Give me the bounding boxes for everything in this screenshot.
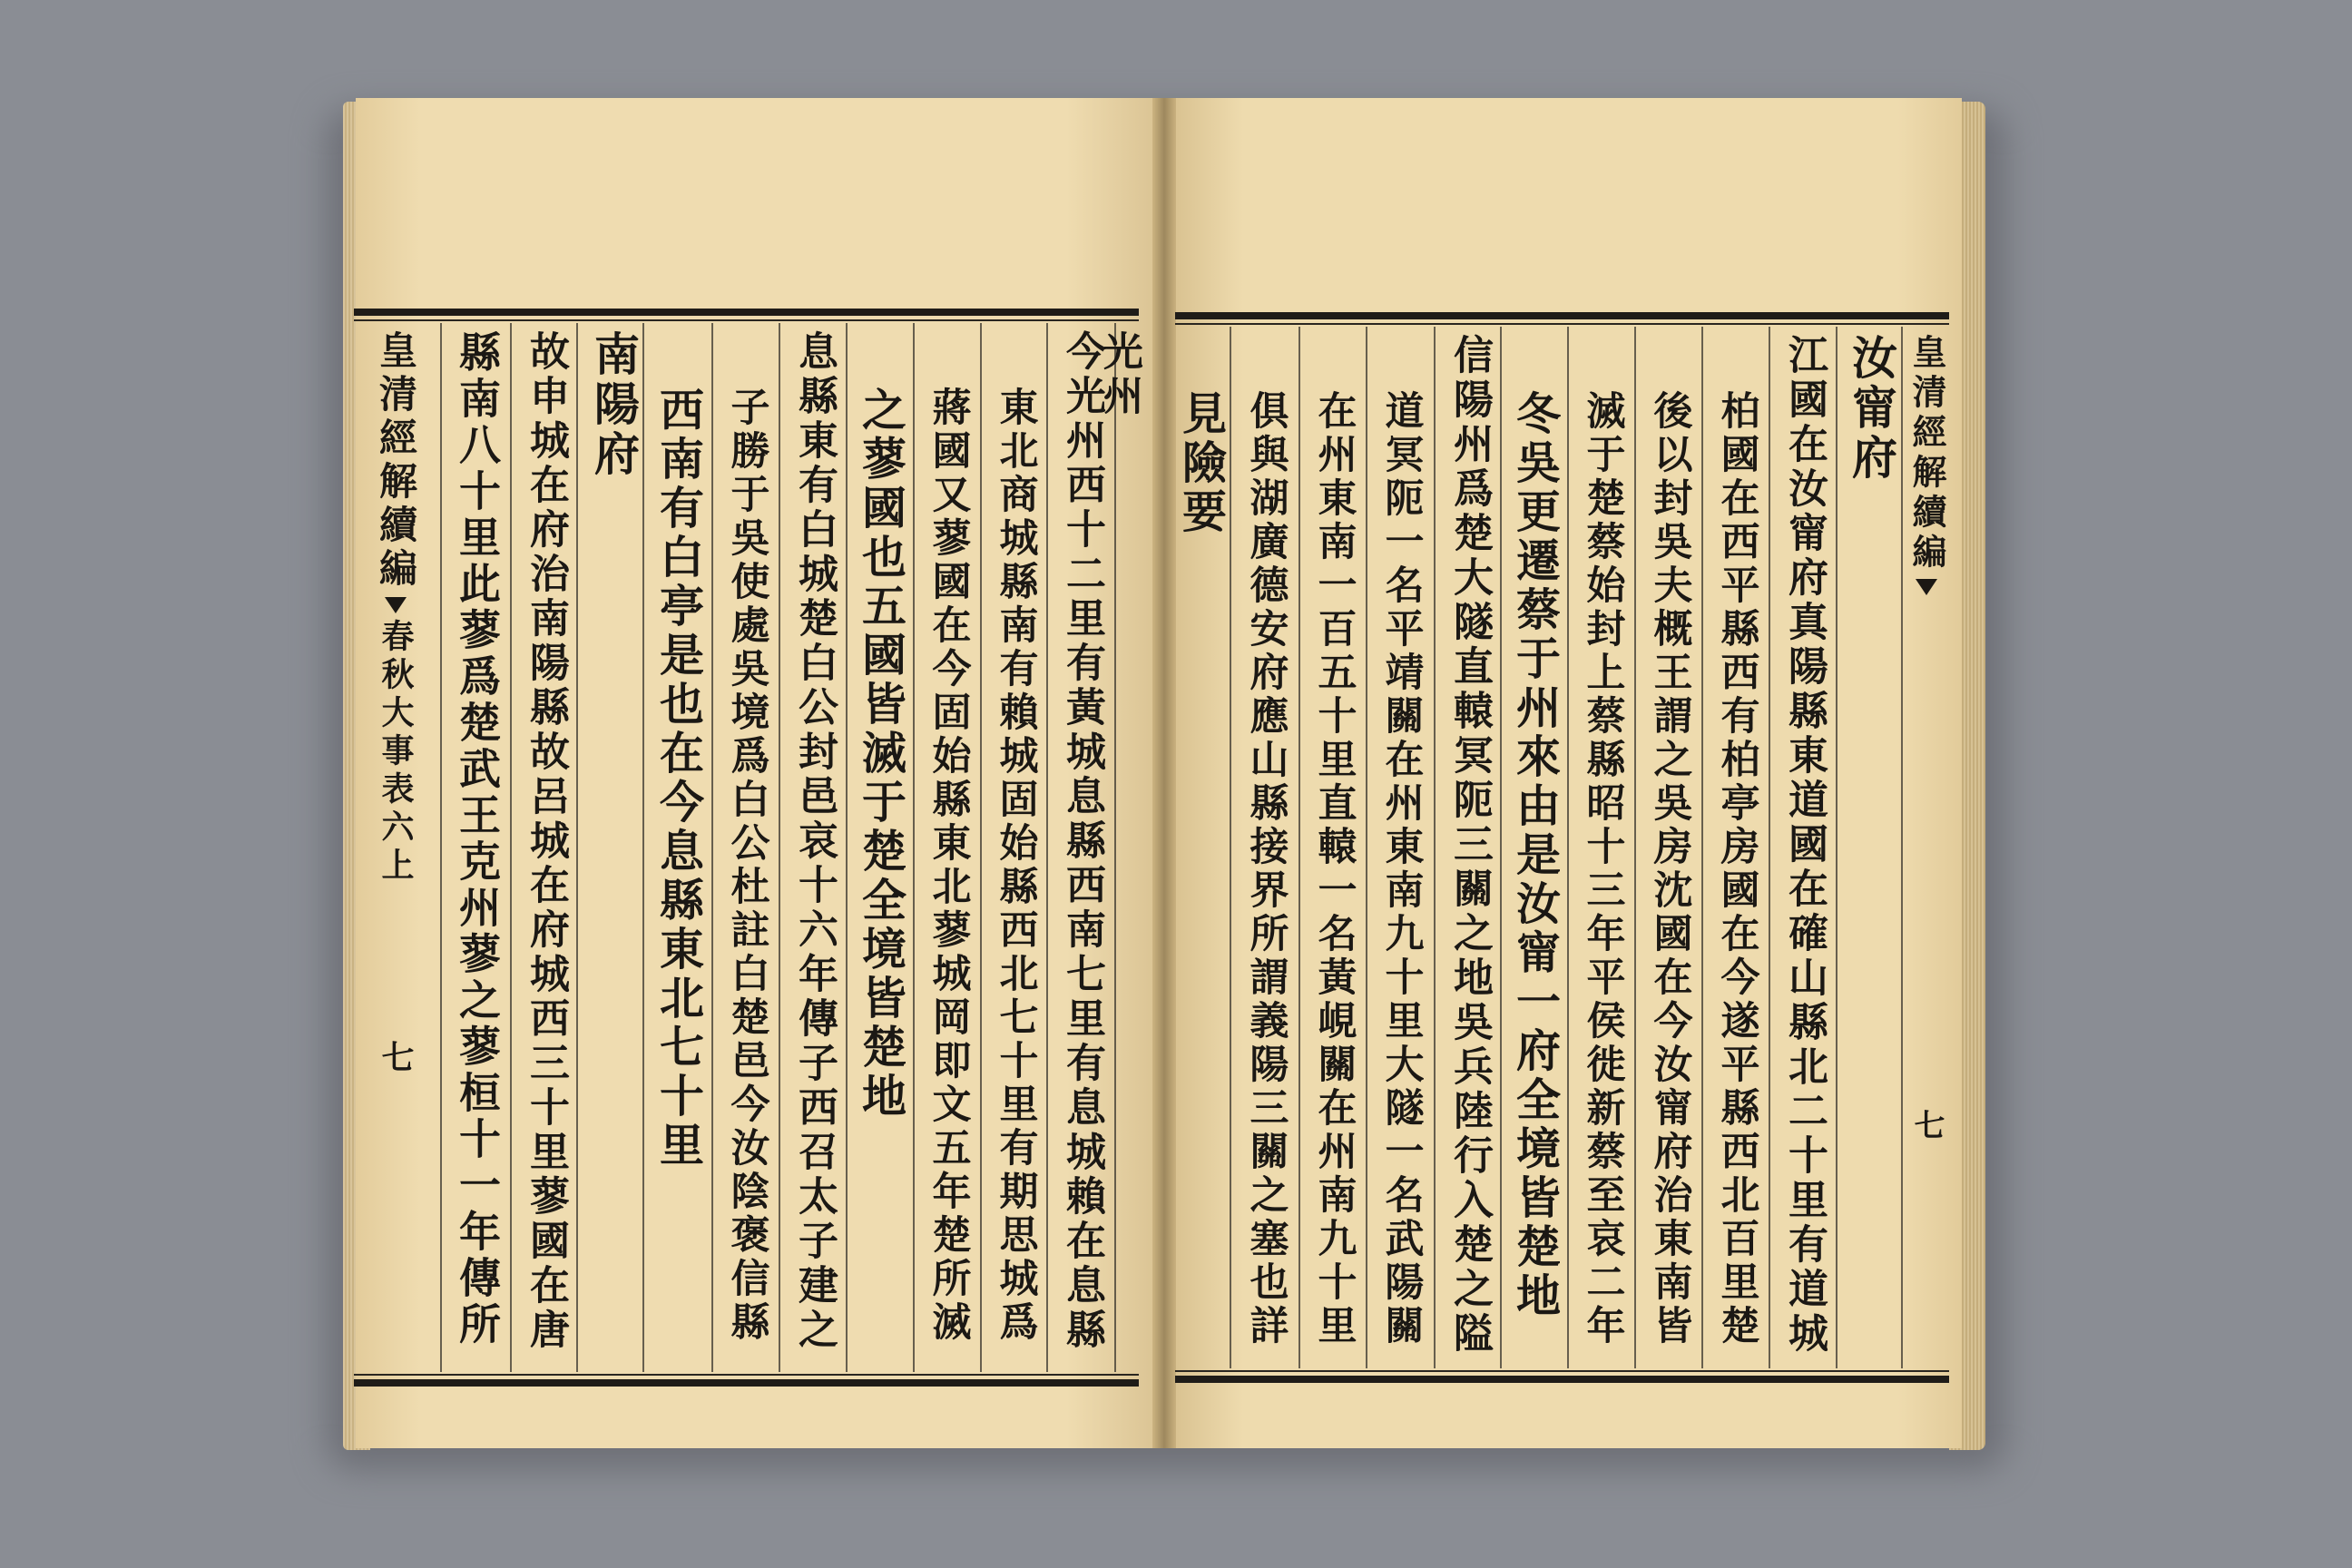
heading-column [1838, 334, 1904, 1361]
column-text: 冬吳更遷蔡于州來由是汝甯一府全境皆楚地 [1509, 390, 1563, 1321]
heading-column [1096, 330, 1142, 1365]
text-column [445, 330, 510, 1365]
column-text: 今光州西十二里有黃城息縣西南七里有息城賴在息縣 [1059, 330, 1105, 1353]
column-text: 縣南八十里此蓼爲楚武王克州蓼之蓼桓十一年傳所 [453, 330, 502, 1348]
column-rule [440, 323, 442, 1372]
column-rule [1230, 327, 1231, 1368]
text-column [1436, 334, 1502, 1361]
text-column [1704, 334, 1769, 1361]
column-text: 信陽州爲楚大隧直轅冥阨三關之地吳兵陸行入楚之隘 [1446, 334, 1493, 1357]
right-text-frame [1175, 312, 1949, 1383]
column-text: 子勝于吳使處吳境爲白公杜註白楚邑今汝陰褒信縣 [724, 387, 770, 1345]
column-text: 西南有白亭是也在今息縣東北七十里 [652, 387, 706, 1171]
margin-book-title: 皇清經解續編 [374, 330, 418, 592]
column-rule [711, 323, 713, 1372]
left-text-frame [354, 309, 1142, 1387]
column-text: 後以封吳夫概王謂之吳房沈國在今汝甯府治東南皆 [1647, 390, 1693, 1348]
column-text: 蔣國又蓼國在今固始縣東北蓼城岡即文五年楚所滅 [926, 387, 972, 1345]
text-column [1368, 334, 1434, 1361]
text-column [1175, 334, 1228, 1361]
fish-tail-mark [385, 597, 407, 613]
text-column [983, 330, 1048, 1365]
column-text: 東北商城縣南有賴城固始縣西北七十里有期思城爲 [993, 387, 1039, 1345]
text-column [781, 330, 847, 1365]
book-gutter [1152, 98, 1176, 1448]
folio-number: 七 [1908, 1109, 1945, 1145]
text-column [1637, 334, 1702, 1361]
right-margin-title-column [1906, 334, 1946, 1361]
column-text: 滅于楚蔡始封上蔡縣昭十三年平侯徙新蔡至哀二年 [1580, 390, 1626, 1348]
column-rule [1298, 327, 1300, 1368]
heading-column [581, 330, 646, 1365]
column-text: 江國在汝甯府真陽縣東道國在確山縣北二十里有道城 [1781, 334, 1828, 1357]
text-column [1233, 334, 1298, 1361]
column-text: 俱與湖廣德安府應山縣接界所謂義陽三關之塞也詳 [1243, 390, 1289, 1348]
fish-tail-mark [1916, 579, 1937, 595]
section-heading: 汝甯府 [1845, 334, 1898, 484]
margin-book-title: 皇清經解續編 [1906, 334, 1947, 573]
column-text: 柏國在西平縣西有柏亭房國在今遂平縣西北百里楚 [1714, 390, 1760, 1348]
column-text: 之蓼國也五國皆滅于楚全境皆楚地 [855, 387, 908, 1122]
column-text: 故申城在府治南陽縣故呂城在府城西三十里蓼國在唐 [523, 330, 569, 1353]
text-column [1301, 334, 1367, 1361]
column-text: 道冥阨一名平靖關在州東南九十里大隧一名武陽關 [1378, 390, 1425, 1348]
column-text: 見險要 [1175, 390, 1229, 537]
folio-number: 七 [377, 1040, 415, 1078]
text-column [513, 330, 578, 1365]
text-column [646, 330, 711, 1365]
column-rule [1434, 327, 1436, 1368]
column-rule [510, 323, 512, 1372]
text-column [848, 330, 914, 1365]
margin-chapter-title: 春秋大事表六上 [377, 619, 415, 886]
text-column [714, 330, 779, 1365]
section-heading: 光州 [1096, 330, 1142, 419]
text-column [1503, 334, 1568, 1361]
left-margin-title-column [367, 330, 425, 1365]
column-text: 在州東南一百五十里直轅一名黃峴關在州南九十里 [1311, 390, 1357, 1348]
text-column [916, 330, 981, 1365]
section-heading: 南陽府 [587, 330, 641, 480]
text-column [1570, 334, 1635, 1361]
text-column [1771, 334, 1837, 1361]
column-text: 息縣東有白城楚白公封邑哀十六年傳子西召太子建之 [791, 330, 838, 1353]
